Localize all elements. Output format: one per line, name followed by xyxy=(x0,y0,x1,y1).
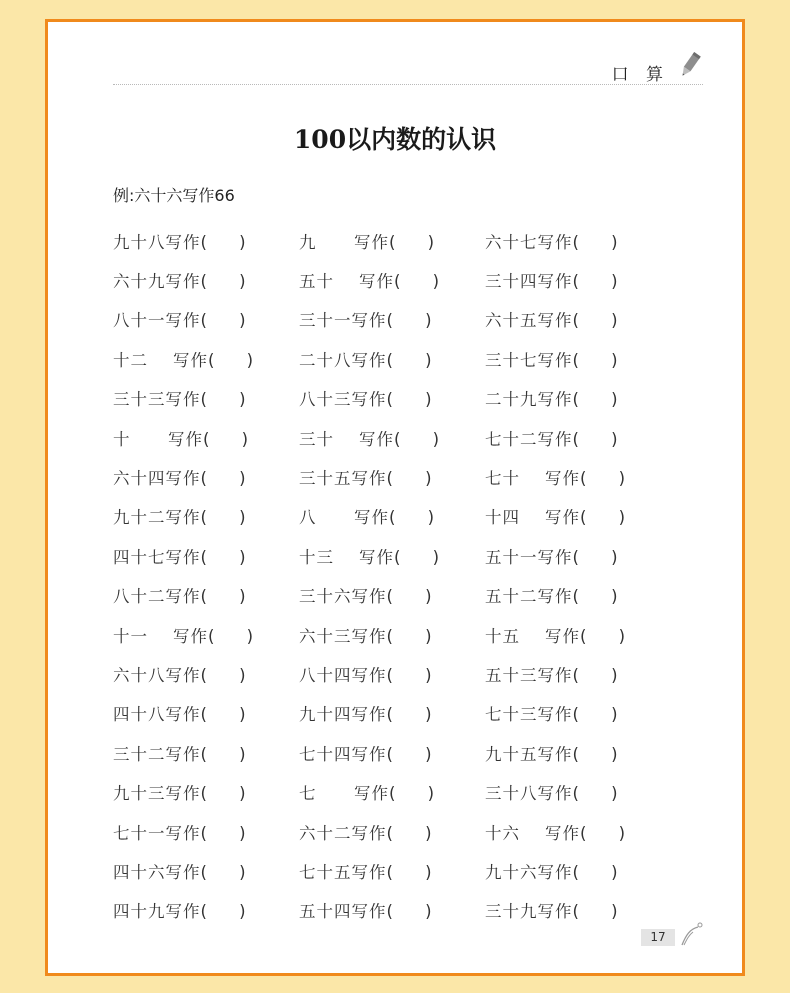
exercise-item: 三十三写作( ) xyxy=(113,390,247,410)
exercise-item: 四十八写作( ) xyxy=(113,705,247,725)
exercise-item: 九十二写作( ) xyxy=(113,508,247,528)
exercise-item: 三十二写作( ) xyxy=(113,744,247,764)
exercise-item: 三十九写作( ) xyxy=(485,902,619,922)
exercise-item: 六十八写作( ) xyxy=(113,665,247,685)
exercise-item: 六十四写作( ) xyxy=(113,469,247,489)
exercise-item: 六十二写作( ) xyxy=(299,823,433,843)
exercise-item: 五十一写作( ) xyxy=(485,547,619,567)
header-title: 口 算 xyxy=(611,65,669,85)
exercise-item: 十 写作( ) xyxy=(113,429,250,449)
exercise-row xyxy=(113,536,673,575)
exercise-item: 四十七写作( ) xyxy=(113,547,247,567)
exercise-item: 七十三写作( ) xyxy=(485,705,619,725)
exercise-item: 九十四写作( ) xyxy=(299,705,433,725)
exercise-row xyxy=(113,497,673,536)
exercise-item: 三十六写作( ) xyxy=(299,587,433,607)
exercise-row xyxy=(113,733,673,772)
exercise-item: 五十 写作( ) xyxy=(299,272,441,292)
exercise-item: 八十三写作( ) xyxy=(299,390,433,410)
exercise-row xyxy=(113,851,673,890)
exercise-item: 三十一写作( ) xyxy=(299,311,433,331)
exercise-item: 十四 写作( ) xyxy=(485,508,627,528)
exercise-item: 三十七写作( ) xyxy=(485,350,619,370)
exercise-item: 五十二写作( ) xyxy=(485,587,619,607)
exercise-row xyxy=(113,576,673,615)
exercise-item: 七十五写作( ) xyxy=(299,862,433,882)
exercise-item: 九十八写作( ) xyxy=(113,232,247,252)
exercise-item: 八十四写作( ) xyxy=(299,665,433,685)
exercise-row xyxy=(113,457,673,496)
exercise-item: 七十 写作( ) xyxy=(485,469,627,489)
exercise-item: 十一 写作( ) xyxy=(113,626,255,646)
exercise-item: 十三 写作( ) xyxy=(299,547,441,567)
exercise-row xyxy=(113,772,673,811)
exercise-row xyxy=(113,339,673,378)
exercise-item: 八十二写作( ) xyxy=(113,587,247,607)
exercise-row xyxy=(113,615,673,654)
pencil-icon xyxy=(677,50,703,80)
exercise-item: 六十五写作( ) xyxy=(485,311,619,331)
exercise-item: 四十九写作( ) xyxy=(113,902,247,922)
exercise-item: 六十九写作( ) xyxy=(113,272,247,292)
exercise-item: 五十三写作( ) xyxy=(485,665,619,685)
exercise-item: 三十五写作( ) xyxy=(299,469,433,489)
exercise-item: 七十四写作( ) xyxy=(299,744,433,764)
page-title: 100以内数的认识 xyxy=(293,125,497,154)
exercise-item: 七十二写作( ) xyxy=(485,429,619,449)
exercise-item: 九十五写作( ) xyxy=(485,744,619,764)
exercise-item: 十二 写作( ) xyxy=(113,350,255,370)
exercise-row xyxy=(113,300,673,339)
worksheet-page xyxy=(45,19,745,976)
example-line: 例:六十六写作66 xyxy=(113,186,235,205)
exercise-item: 三十四写作( ) xyxy=(485,272,619,292)
exercise-item: 六十七写作( ) xyxy=(485,232,619,252)
exercise-item: 二十八写作( ) xyxy=(299,350,433,370)
exercise-item: 三十 写作( ) xyxy=(299,429,441,449)
exercise-row xyxy=(113,891,673,930)
exercise-grid xyxy=(113,221,673,930)
exercise-item: 八 写作( ) xyxy=(299,508,436,528)
exercise-row xyxy=(113,379,673,418)
exercise-row xyxy=(113,418,673,457)
page-header xyxy=(113,58,703,85)
exercise-item: 七十一写作( ) xyxy=(113,823,247,843)
exercise-item: 六十三写作( ) xyxy=(299,626,433,646)
exercise-row xyxy=(113,221,673,260)
exercise-item: 九十三写作( ) xyxy=(113,784,247,804)
exercise-row xyxy=(113,654,673,693)
exercise-item: 九十六写作( ) xyxy=(485,862,619,882)
exercise-item: 十五 写作( ) xyxy=(485,626,627,646)
swirl-icon xyxy=(678,921,704,947)
exercise-row xyxy=(113,260,673,299)
exercise-item: 二十九写作( ) xyxy=(485,390,619,410)
exercise-item: 三十八写作( ) xyxy=(485,784,619,804)
exercise-item: 七 写作( ) xyxy=(299,784,436,804)
exercise-item: 五十四写作( ) xyxy=(299,902,433,922)
exercise-row xyxy=(113,812,673,851)
exercise-row xyxy=(113,694,673,733)
exercise-item: 十六 写作( ) xyxy=(485,823,627,843)
page-number: 17 xyxy=(641,929,675,946)
exercise-item: 九 写作( ) xyxy=(299,232,436,252)
exercise-item: 四十六写作( ) xyxy=(113,862,247,882)
exercise-item: 八十一写作( ) xyxy=(113,311,247,331)
